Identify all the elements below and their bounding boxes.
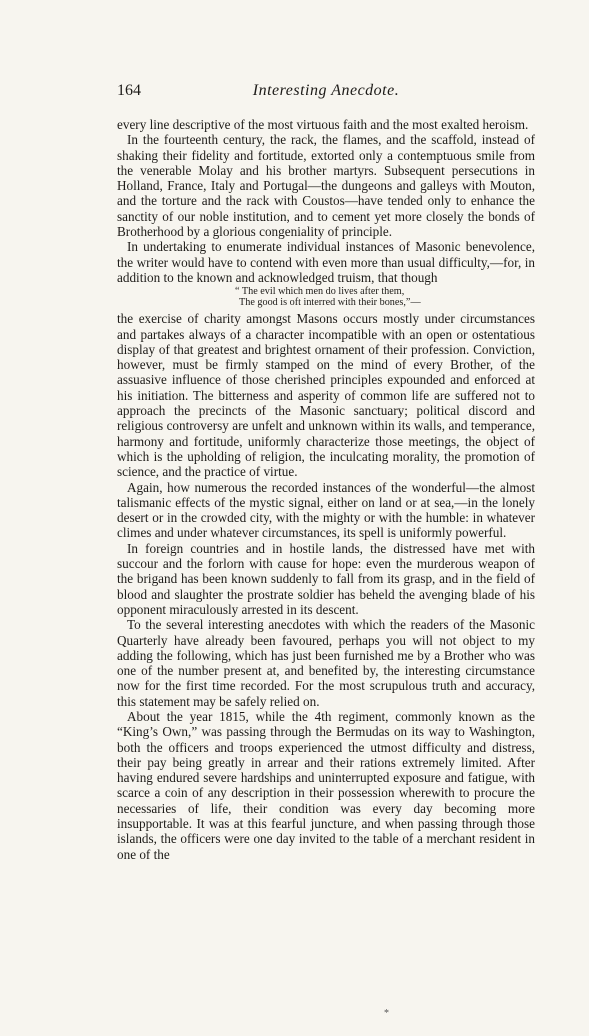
paragraph-kings-own: About the year 1815, while the 4th regiment, commonly known as the “King’s Own,” was passing through the Bermudas on its way to Washington, both the officers and troops experienced the utmost difficulty and distress, their pay being greatly in arrear and their rations extremely limited. After having endured severe hardships and uninterrupted exposure and fatigue, with scarce a coin of any description in their possession wherewith to procure the necessaries of life, their condition was every day becoming more insupportable. It was at this fearful juncture, and when passing through those islands, the officers were one day invited to the table of a merchant resident in one of the — [117, 708, 535, 862]
paragraph-mystic-signal: Again, how numerous the recorded instances of the wonderful—the almost talismanic effects of the mystic signal, either on land or at sea,—in the lonely desert or in the crowded city, with the mighty or with the humble: in whatever climes and under whatever circumstances, its spell is uniformly powerful. — [117, 479, 535, 541]
paragraph-anecdotes: To the several interesting anecdotes with which the readers of the Masonic Quarterly have already been favoured, perhaps you will not object to my adding the following, which has just been furnished me by a Brother who was one of the number present at, and benefited by, the interesting circumstance now for the first time recorded. For the most scrupulous truth and accuracy, this statement may be safely relied on. — [117, 617, 535, 709]
page-header — [117, 82, 535, 104]
paragraph-charity: the exercise of charity amongst Masons occurs mostly under circumstances and partakes always of a character incompatible with an open or ostentatious display of that greatest and brightest ornament of their profession. Conviction, however, must be firmly stamped on the mind of every Brother, of the assuasive influence of those cherished principles expounded and enforced at his initiation. The bitterness and asperity of common life are suffered not to approach the precincts of the Masonic sanctuary; political discord and religious controversy are unfelt and unknown within its walls, and temperance, harmony and fortitude, uniformly characterize those meetings, the object of which is the upholding of religion, the inculcating morality, the promotion of science, and the practice of virtue. — [117, 311, 535, 480]
paragraph-benevolence: In undertaking to enumerate individual instances of Masonic benevolence, the writer would have to contend with even more than usual difficulty,—for, in addition to the known and acknowledged truism, that though — [117, 239, 535, 285]
paragraph-persecutions: In the fourteenth century, the rack, the flames, and the scaffold, instead of shaking their fidelity and fortitude, extorted only a contemptuous smile from the venerable Molay and his brother martyrs. Subsequent persecutions in Holland, France, Italy and Portugal—the dungeons and galleys with Mouton, and the torture and the rack with Coustos—have tended only to enhance the sanctity of our noble institution, and to cement yet more closely the bonds of Brotherhood by a glorious congeniality of principle. — [117, 132, 535, 240]
body-text — [117, 117, 535, 862]
paragraph-foreign-lands: In foreign countries and in hostile lands, the distressed have met with succour and the forlorn with cause for hope: even the murderous weapon of the brigand has been known suddenly to fall from its grasp, and in the field of blood and slaughter the prostrate soldier has beheld the avenging blade of his opponent miraculously arrested in its descent. — [117, 540, 535, 617]
page-number: 164 — [117, 82, 141, 99]
block-quote — [235, 286, 535, 308]
quote-line-2: The good is oft interred with their bones,”— — [239, 297, 421, 309]
paragraph-continued: every line descriptive of the most virtuous faith and the most exalted heroism. — [117, 117, 529, 132]
signature-mark: * — [384, 1008, 389, 1019]
running-title: Interesting Anecdote. — [252, 82, 400, 99]
quote-line-1: “ The evil which men do lives after them, — [235, 286, 405, 298]
